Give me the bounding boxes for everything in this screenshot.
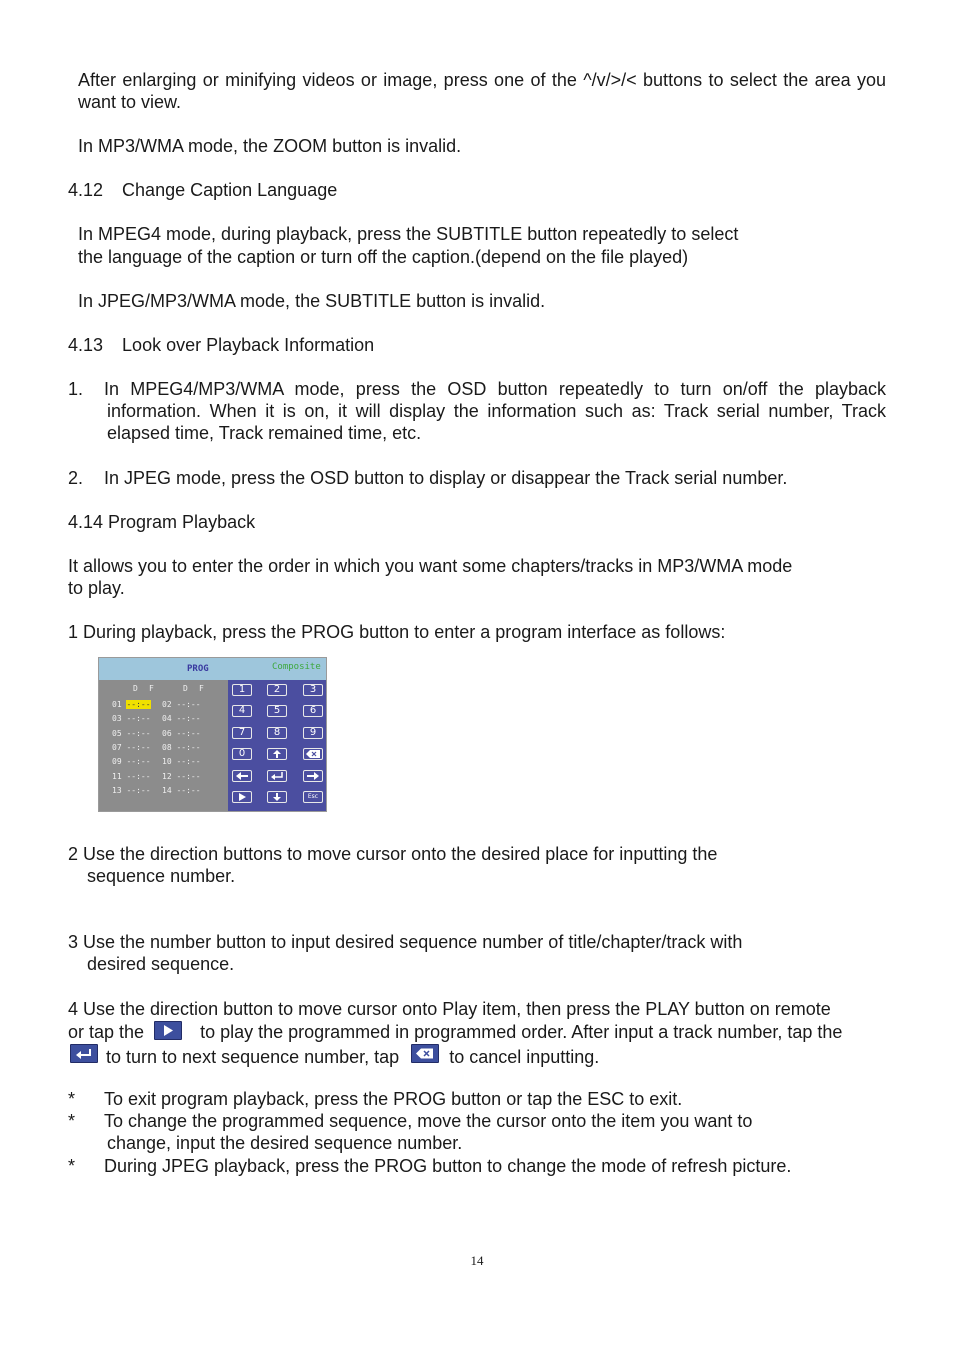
program-slot[interactable]: [112, 757, 151, 766]
left-arrow-key[interactable]: [232, 770, 252, 782]
zoom-invalid-note: In MP3/WMA mode, the ZOOM button is invalid.: [78, 136, 462, 156]
osd-item-2-number: 2.: [68, 468, 84, 488]
program-slot[interactable]: [162, 786, 201, 795]
source-label: Composite: [272, 662, 321, 672]
step-1-text: 1 During playback, press the PROG button to enter a program interface as follows:: [68, 622, 726, 642]
step-4-text: to turn to next sequence number, tap: [106, 1047, 400, 1067]
number-key-0[interactable]: 0: [232, 748, 252, 760]
step-3-line-1: 3 Use the number button to input desired sequence number of title/chapter/track with: [68, 932, 743, 952]
program-intro-line-2: to play.: [68, 578, 125, 598]
number-key-1[interactable]: 1: [232, 684, 252, 696]
slot-value: --:--: [176, 714, 201, 724]
prog-screen-header: [99, 658, 327, 680]
column-header-f: F: [199, 684, 204, 693]
slot-number: 07: [112, 742, 122, 752]
bullet-mark: *: [68, 1111, 76, 1131]
program-slot[interactable]: [162, 757, 201, 766]
osd-item-1-number: 1.: [68, 379, 84, 399]
slot-number: 14: [162, 785, 172, 795]
caption-paragraph-line-1: In MPEG4 mode, during playback, press the SUBTITLE button repeatedly to select: [78, 224, 739, 244]
bullet-text: During JPEG playback, press the PROG button to change the mode of refresh picture.: [104, 1156, 792, 1176]
number-key-6[interactable]: 6: [303, 705, 323, 717]
backspace-icon: [411, 1044, 439, 1063]
slot-number: 09: [112, 757, 122, 767]
right-arrow-key[interactable]: [303, 770, 323, 782]
enter-key[interactable]: [267, 770, 287, 782]
number-key-2[interactable]: 2: [267, 684, 287, 696]
column-header-f: F: [149, 684, 154, 693]
slot-number: 08: [162, 742, 172, 752]
slot-number: 10: [162, 757, 172, 767]
step-4-text: or tap the: [68, 1022, 145, 1042]
up-arrow-key[interactable]: [267, 748, 287, 760]
bullet-mark: *: [68, 1089, 76, 1109]
prog-screen: [98, 657, 327, 812]
slot-number: 01: [112, 700, 122, 709]
slot-value: --:--: [176, 771, 201, 781]
program-slot[interactable]: [112, 786, 151, 795]
slot-number: 04: [162, 714, 172, 724]
slot-number: 13: [112, 785, 122, 795]
bullet-text: To exit program playback, press the PROG button or tap the ESC to exit.: [104, 1089, 683, 1109]
page-number: 14: [470, 1253, 484, 1268]
program-slot[interactable]: [162, 714, 201, 723]
osd-item-1-text: [104, 378, 886, 444]
number-key-4[interactable]: 4: [232, 705, 252, 717]
left-arrow-icon: [233, 773, 251, 784]
slot-number: 02: [162, 700, 172, 709]
slot-number: 05: [112, 728, 122, 738]
program-slot[interactable]: [162, 700, 201, 709]
program-slot[interactable]: [112, 743, 151, 752]
slot-value: --:--: [126, 771, 151, 781]
step-3-line-2: desired sequence.: [87, 954, 235, 974]
program-slot[interactable]: [112, 729, 151, 738]
section-number: 4.13: [68, 335, 104, 355]
program-slot-list: [99, 680, 228, 812]
section-4-14-heading: 4.14 Program Playback: [68, 512, 256, 532]
column-header-d: D: [133, 684, 138, 693]
enter-icon: [70, 1044, 98, 1063]
program-slot[interactable]: [112, 714, 151, 723]
step-4-line-1: 4 Use the direction button to move cursor onto Play item, then press the PLAY button on remote: [68, 999, 831, 1019]
slot-value: --:--: [126, 714, 151, 724]
bullet-text: change, input the desired sequence number.: [107, 1133, 463, 1153]
slot-number: 12: [162, 771, 172, 781]
program-slot[interactable]: [162, 729, 201, 738]
column-header-d: D: [183, 684, 188, 693]
slot-value: --:--: [126, 785, 151, 795]
program-slot[interactable]: [112, 772, 151, 781]
step-4-line-2: [68, 1021, 842, 1043]
program-intro-line-1: It allows you to enter the order in which you want some chapters/tracks in MP3/WMA mode: [68, 556, 793, 576]
down-arrow-icon: [268, 794, 286, 805]
number-key-9[interactable]: 9: [303, 727, 323, 739]
number-key-7[interactable]: 7: [232, 727, 252, 739]
slot-value: --:--: [126, 700, 151, 709]
play-icon: [233, 794, 251, 805]
slot-value: --:--: [176, 700, 201, 709]
number-key-8[interactable]: 8: [267, 727, 287, 739]
enter-icon: [268, 773, 286, 784]
prog-title: PROG: [187, 664, 209, 674]
slot-value: --:--: [126, 757, 151, 767]
up-arrow-icon: [268, 751, 286, 762]
backspace-key[interactable]: [303, 748, 323, 760]
bullet-text: To change the programmed sequence, move the cursor onto the item you want to: [104, 1111, 753, 1131]
right-arrow-icon: [304, 773, 322, 784]
section-number: 4.12: [68, 180, 104, 200]
step-4-text: to cancel inputting.: [449, 1047, 600, 1067]
zoom-area-paragraph: After enlarging or minifying videos or image, press one of the ^/v/>/< buttons to select the area you want to view.: [78, 70, 886, 112]
osd-item-1-body: In MPEG4/MP3/WMA mode, press the OSD button repeatedly to turn on/off the playback information. When it is on, it will display the information such as: Track serial number, Track elapsed time, Track remained time, etc.: [104, 379, 886, 443]
slot-value: --:--: [176, 728, 201, 738]
section-4-13-heading: [68, 334, 374, 356]
section-title: Look over Playback Information: [122, 335, 375, 355]
backspace-icon: [304, 751, 322, 762]
down-arrow-key[interactable]: [267, 791, 287, 803]
section-4-12-heading: [68, 179, 337, 201]
step-4-line-3: [68, 1044, 599, 1068]
program-slot[interactable]: [162, 772, 201, 781]
slot-value: --:--: [176, 785, 201, 795]
caption-paragraph-line-2: the language of the caption or turn off the caption.(depend on the file played): [78, 247, 689, 267]
play-icon: [154, 1021, 182, 1040]
slot-number: 11: [112, 771, 122, 781]
step-4-text: to play the programmed in programmed order. After input a track number, tap the: [200, 1022, 843, 1042]
program-slot[interactable]: [112, 700, 151, 709]
program-slot[interactable]: [162, 743, 201, 752]
slot-value: --:--: [176, 757, 201, 767]
step-2-line-1: 2 Use the direction buttons to move cursor onto the desired place for inputting the: [68, 844, 718, 864]
number-key-3[interactable]: 3: [303, 684, 323, 696]
slot-number: 03: [112, 714, 122, 724]
slot-number: 06: [162, 728, 172, 738]
section-title: Change Caption Language: [122, 180, 338, 200]
step-2-line-2: sequence number.: [87, 866, 236, 886]
osd-item-2-text: In JPEG mode, press the OSD button to display or disappear the Track serial number.: [104, 468, 788, 488]
slot-value: --:--: [126, 728, 151, 738]
slot-value: --:--: [176, 742, 201, 752]
subtitle-invalid-note: In JPEG/MP3/WMA mode, the SUBTITLE button is invalid.: [78, 291, 546, 311]
slot-value: --:--: [126, 742, 151, 752]
esc-key[interactable]: Esc: [303, 791, 323, 803]
number-key-5[interactable]: 5: [267, 705, 287, 717]
bullet-mark: *: [68, 1156, 76, 1176]
play-key[interactable]: [232, 791, 252, 803]
